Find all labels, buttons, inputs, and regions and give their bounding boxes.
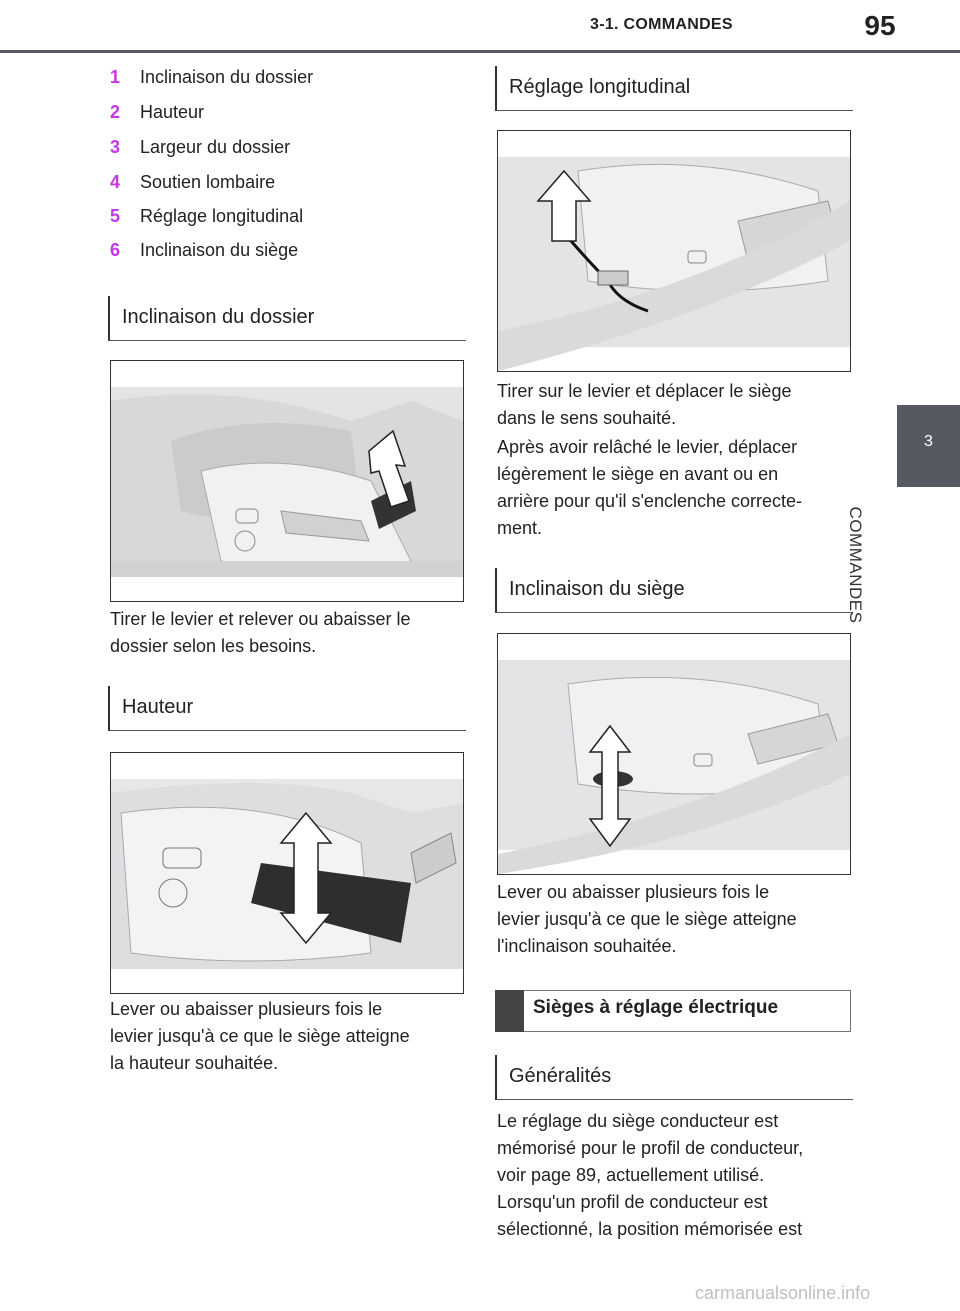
list-item-label: Soutien lombaire [140, 172, 276, 192]
paragraph-height [110, 996, 470, 1077]
paragraph-line: l'inclinaison souhaitée. [497, 936, 677, 956]
chapter-tab-number: 3 [924, 433, 933, 450]
list-item-number: 4 [110, 172, 121, 192]
figure-height [110, 752, 464, 994]
paragraph-line: ment. [497, 518, 543, 538]
section-heading-text: Généralités [509, 1065, 612, 1087]
seat-height-illustration [111, 753, 463, 993]
page-number: 95 [864, 10, 896, 41]
figure-longitudinal [497, 130, 851, 372]
chapter-title: 3-1. COMMANDES [590, 16, 733, 33]
highlight-bar [495, 990, 524, 1032]
figure-backrest [110, 360, 464, 602]
list-item-number: 5 [110, 206, 121, 226]
chapter-tab [897, 405, 960, 487]
list-item [110, 137, 450, 163]
list-item [110, 240, 450, 266]
list-item [110, 102, 450, 128]
paragraph-line: arrière pour qu'il s'enclenche correcte- [497, 491, 803, 511]
section-heading-text: Inclinaison du dossier [122, 306, 315, 328]
section-heading-text: Inclinaison du siège [509, 578, 685, 600]
paragraph-backrest [110, 606, 470, 660]
highlight-title: Sièges à réglage électrique [533, 997, 779, 1018]
section-heading-longitudinal [495, 66, 853, 111]
list-item-label: Inclinaison du dossier [140, 67, 314, 87]
paragraph-longitudinal-2 [497, 434, 857, 542]
section-heading-general [495, 1055, 853, 1100]
section-heading-seat-tilt [495, 568, 853, 613]
list-item-number: 6 [110, 240, 121, 260]
section-heading-text: Réglage longitudinal [509, 76, 691, 98]
list-item-label: Inclinaison du siège [140, 240, 299, 260]
paragraph-line: Tirer le levier et relever ou abaisser le [110, 609, 411, 629]
list-item-label: Hauteur [140, 102, 205, 122]
section-heading-height [108, 686, 466, 731]
paragraph-line: levier jusqu'à ce que le siège atteigne [497, 909, 797, 929]
list-item-number: 1 [110, 67, 121, 87]
watermark: carmanualsonline.info [695, 1283, 871, 1303]
header-rule [0, 50, 960, 53]
list-item-number: 2 [110, 102, 121, 122]
paragraph-general [497, 1108, 857, 1243]
section-heading-backrest [108, 296, 466, 341]
list-item [110, 172, 450, 198]
paragraph-line: levier jusqu'à ce que le siège atteigne [110, 1026, 410, 1046]
figure-seat-tilt [497, 633, 851, 875]
list-item [110, 206, 450, 232]
seat-backrest-illustration [111, 361, 463, 601]
paragraph-longitudinal-1 [497, 378, 857, 432]
paragraph-line: Lorsqu'un profil de conducteur est [497, 1192, 768, 1212]
paragraph-line: la hauteur souhaitée. [110, 1053, 279, 1073]
list-item-label: Largeur du dossier [140, 137, 291, 157]
chapter-side-label-text: COMMANDES [846, 506, 865, 624]
list-item-number: 3 [110, 137, 121, 157]
list-item-label: Réglage longitudinal [140, 206, 304, 226]
paragraph-line: Lever ou abaisser plusieurs fois le [497, 882, 770, 902]
section-heading-text: Hauteur [122, 696, 194, 718]
seat-longitudinal-illustration [498, 131, 850, 371]
paragraph-line: Tirer sur le levier et déplacer le siège [497, 381, 792, 401]
section-highlight-electric [495, 990, 851, 1032]
paragraph-line: Lever ou abaisser plusieurs fois le [110, 999, 383, 1019]
paragraph-line: dossier selon les besoins. [110, 636, 317, 656]
seat-tilt-illustration [498, 634, 850, 874]
paragraph-line: dans le sens souhaité. [497, 408, 677, 428]
paragraph-line: mémorisé pour le profil de conducteur, [497, 1138, 804, 1158]
paragraph-line: sélectionné, la position mémorisée est [497, 1219, 803, 1239]
paragraph-line: Le réglage du siège conducteur est [497, 1111, 779, 1131]
paragraph-line: légèrement le siège en avant ou en [497, 464, 779, 484]
list-item [110, 67, 450, 93]
paragraph-seat-tilt [497, 879, 857, 960]
chapter-side-label [846, 495, 960, 635]
paragraph-line: voir page 89, actuellement utilisé. [497, 1165, 765, 1185]
paragraph-line: Après avoir relâché le levier, déplacer [497, 437, 798, 457]
